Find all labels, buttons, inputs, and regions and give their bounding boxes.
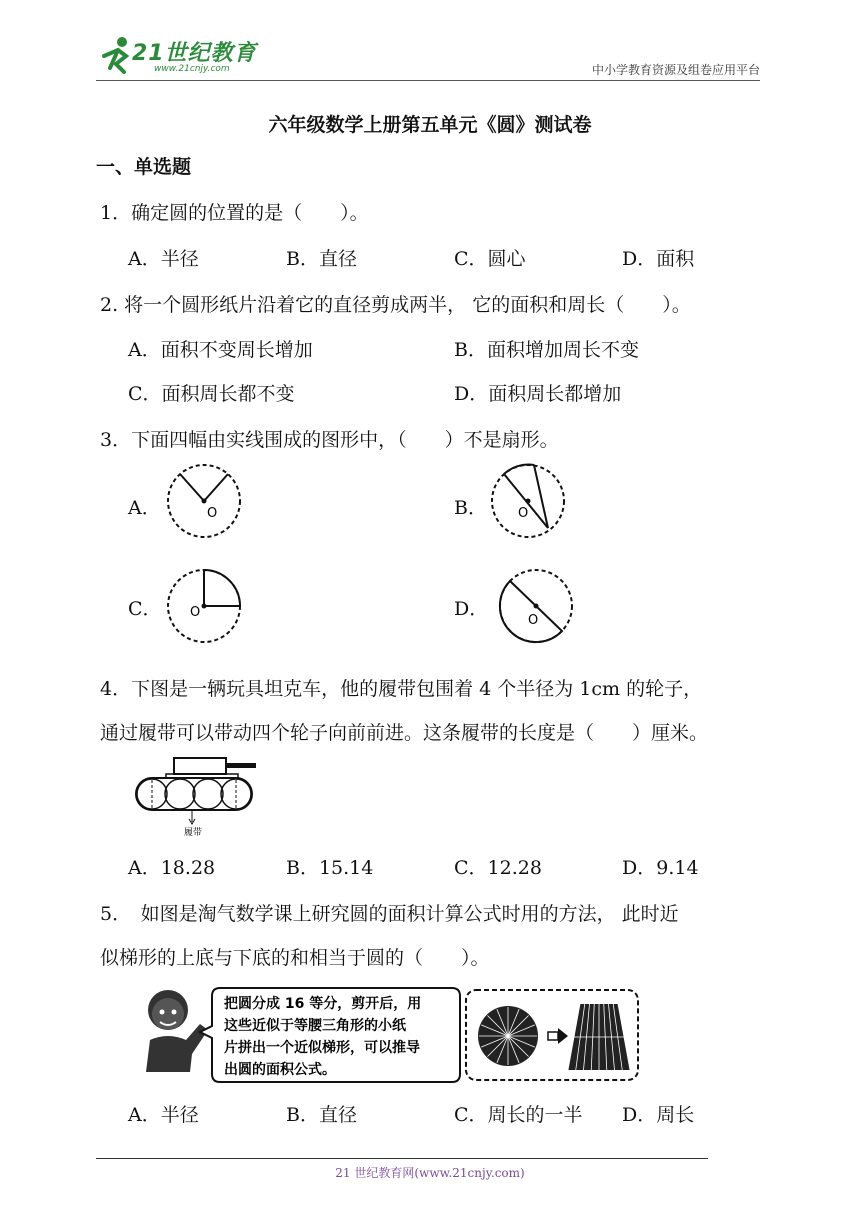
bubble-line-3: 片拼出一个近似梯形，可以推导: [224, 1040, 420, 1056]
page-title: 六年级数学上册第五单元《圆》测试卷: [268, 114, 592, 136]
question-5-line-1: 5． 如图是淘气数学课上研究圆的面积计算公式时用的方法， 此时近: [100, 903, 679, 925]
track-label: 履带: [184, 828, 203, 838]
q3-figure-d: [496, 566, 576, 646]
q5-option-b: B．直径: [286, 1104, 357, 1126]
q2-option-a: A．面积不变周长增加: [128, 339, 313, 361]
q1-option-d: D．面积: [622, 248, 695, 270]
q5-option-c: C．周长的一半: [454, 1104, 583, 1126]
q2-option-b: B．面积增加周长不变: [454, 339, 639, 361]
q1-option-a: A．半径: [128, 248, 199, 270]
q4-option-d: D．9.14: [622, 857, 699, 879]
platform-label: 中小学教育资源及组卷应用平台: [591, 63, 760, 77]
q4-option-b: B．15.14: [286, 857, 374, 879]
q3-a-center-label: O: [207, 506, 218, 521]
question-4-line-2: 通过履带可以带动四个轮子向前前进。这条履带的长度是（ ）厘米。: [100, 722, 709, 744]
q4-option-c: C．12.28: [454, 857, 542, 879]
q3-d-center-label: O: [528, 613, 539, 628]
divided-circle: [478, 1006, 538, 1066]
question-5-line-2: 似梯形的上底与下底的和相当于圆的（ ）。: [100, 947, 490, 969]
footer-divider: [96, 1158, 708, 1159]
q2-option-d: D．面积周长都增加: [454, 383, 622, 405]
q5-option-d: D．周长: [622, 1104, 695, 1126]
bubble-line-2: 这些近似于等腰三角形的小纸: [224, 1018, 406, 1034]
q5-option-a: A．半径: [128, 1104, 199, 1126]
q3-option-c: C．: [128, 598, 162, 620]
tank-diagram: [130, 756, 260, 838]
q3-figure-b: [490, 460, 570, 542]
q5-illustration: [138, 980, 644, 1086]
logo-text: 21世纪教育: [132, 41, 257, 66]
q3-figure-a: [166, 460, 246, 542]
q3-option-a: A．: [128, 497, 161, 519]
logo: [96, 34, 266, 78]
runner-logo-icon: [96, 34, 136, 74]
question-2: 2. 将一个圆形纸片沿着它的直径剪成两半， 它的面积和周长（ ）。: [100, 294, 691, 316]
bubble-line-4: 出圆的面积公式。: [224, 1062, 336, 1078]
q1-option-b: B．直径: [286, 248, 357, 270]
boy-figure: [146, 990, 208, 1072]
q3-option-b: B．: [454, 497, 487, 519]
footer-text: 21 世纪教育网(www.21cnjy.com): [335, 1166, 525, 1180]
arrow-icon: [548, 1028, 568, 1044]
q3-option-d: D．: [454, 598, 489, 620]
question-1: 1．确定圆的位置的是（ ）。: [100, 202, 369, 224]
logo-url: www.21cnjy.com: [154, 64, 230, 74]
header-divider: [96, 80, 760, 81]
q3-c-center-label: O: [190, 605, 201, 620]
question-3: 3．下面四幅由实线围成的图形中，（ ）不是扇形。: [100, 429, 559, 451]
bubble-line-1: 把圆分成 16 等分，剪开后，用: [224, 996, 422, 1012]
trapezoid-shape: [568, 1004, 630, 1070]
q3-figure-c: [166, 566, 246, 646]
question-4-line-1: 4．下图是一辆玩具坦克车，他的履带包围着 4 个半径为 1cm 的轮子，: [100, 678, 703, 700]
section-heading: 一、单选题: [96, 156, 192, 178]
q4-option-a: A．18.28: [128, 857, 216, 879]
q2-option-c: C．面积周长都不变: [128, 383, 295, 405]
q3-b-center-label: O: [518, 506, 529, 521]
q1-option-c: C．圆心: [454, 248, 526, 270]
